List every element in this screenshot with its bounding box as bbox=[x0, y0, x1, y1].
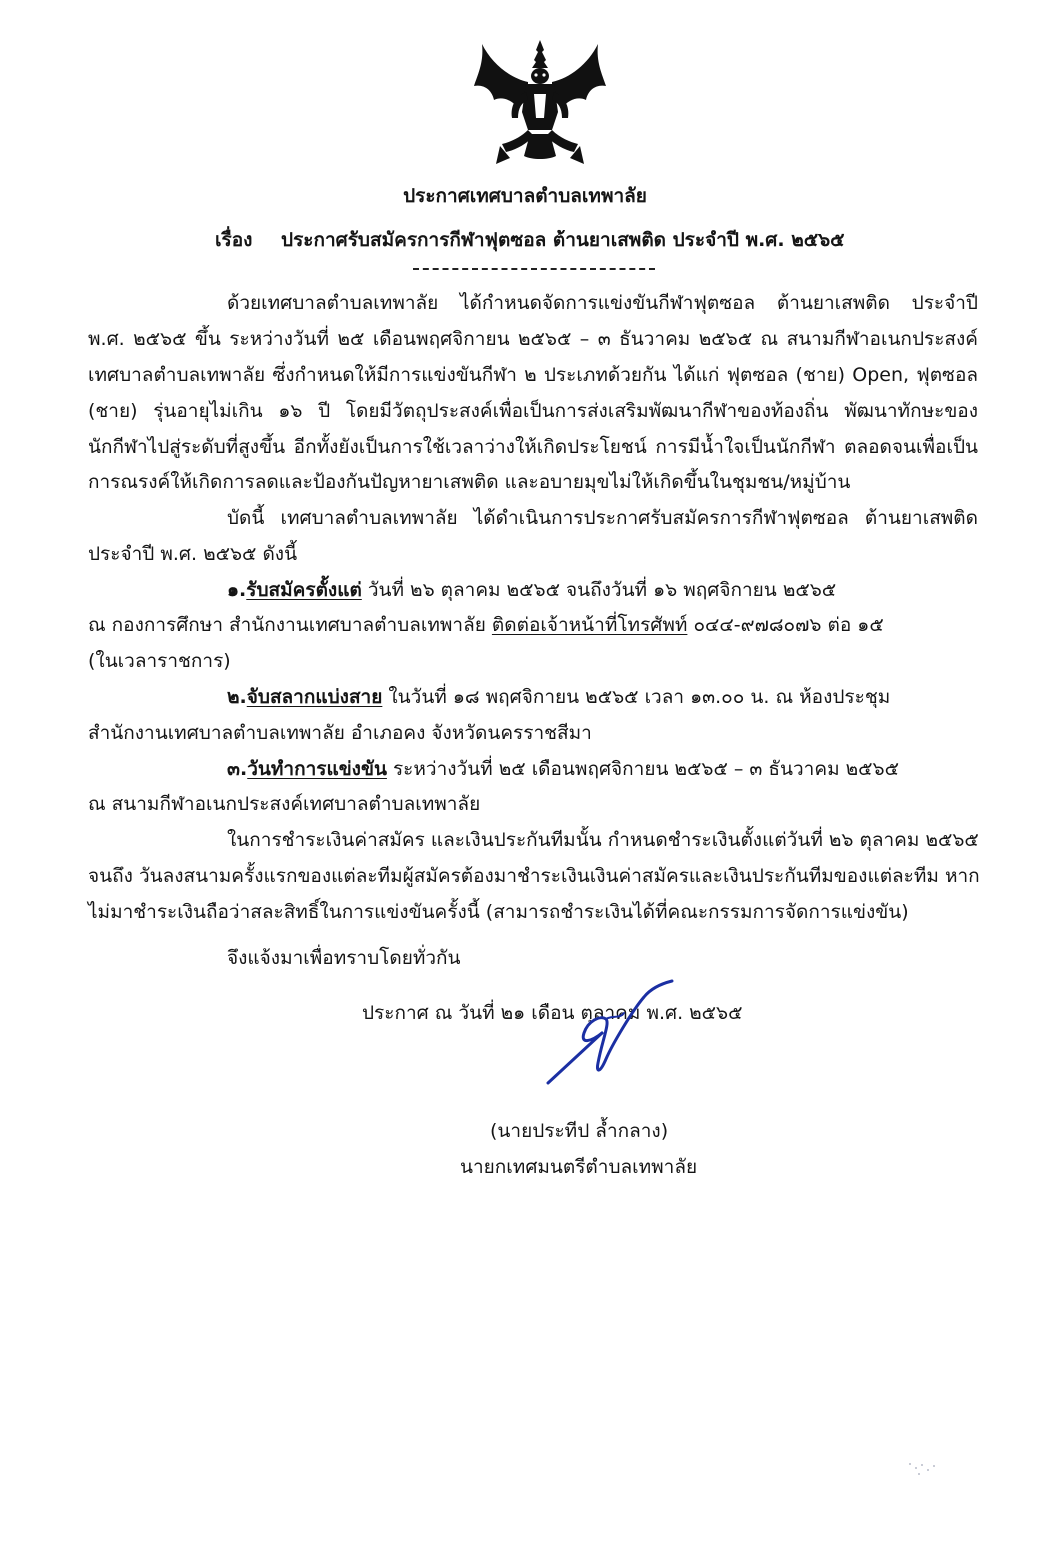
document-subject bbox=[215, 227, 845, 253]
garuda-emblem-icon bbox=[470, 34, 610, 174]
item-2-number: ๒. bbox=[227, 686, 247, 708]
item-3-line: ณ สนามกีฬาอเนกประสงค์เทศบาลตำบลเทพาลัย bbox=[88, 793, 481, 815]
item-1-location: ณ กองการศึกษา สำนักงานเทศบาลตำบลเทพาลัย bbox=[88, 614, 492, 636]
item-1-number: ๑. bbox=[227, 579, 247, 601]
item-2-heading: จับสลากแบ่งสาย bbox=[246, 686, 383, 708]
announce-line: บัดนี้ เทศบาลตำบลเทพาลัย ได้ดำเนินการประกาศรับสมัครการกีฬาฟุตซอล ต้านยาเสพติด bbox=[227, 507, 978, 529]
intro-line: (ชาย) รุ่นอายุไม่เกิน ๑๖ ปี โดยมีวัตถุประสงค์เพื่อเป็นการส่งเสริมพัฒนากีฬาของท้องถิ่น พัฒนาทักษะของ bbox=[88, 400, 978, 422]
signature-icon bbox=[540, 975, 690, 1090]
item-3-detail: ระหว่างวันที่ ๒๕ เดือนพฤศจิกายน ๒๕๖๕ – ๓ ธันวาคม ๒๕๖๕ bbox=[386, 758, 899, 780]
payment-line: ในการชำระเงินค่าสมัคร และเงินประกันทีมนั้น กำหนดชำระเงินตั้งแต่วันที่ ๒๖ ตุลาคม ๒๕๖๕ bbox=[227, 829, 979, 851]
intro-line: การณรงค์ให้เกิดการลดและป้องกันปัญหายาเสพติด และอบายมุขไม่ให้เกิดขึ้นในชุมชน/หมู่บ้าน bbox=[88, 471, 851, 493]
announcement-date: ประกาศ ณ วันที่ ๒๑ เดือน ตุลาคม พ.ศ. ๒๕๖๕ bbox=[362, 1002, 743, 1024]
item-2-detail: ในวันที่ ๑๘ พฤศจิกายน ๒๕๖๕ เวลา ๑๓.๐๐ น. ณ ห้องประชุม bbox=[382, 686, 891, 708]
announce-line: ประจำปี พ.ศ. ๒๕๖๕ ดังนี้ bbox=[88, 543, 298, 565]
scan-mark-icon bbox=[905, 1459, 945, 1481]
item-3-heading: วันทำการแข่งขัน bbox=[247, 758, 387, 780]
item-1-line bbox=[88, 612, 884, 638]
item-3-number: ๓. bbox=[227, 758, 248, 780]
subject-label: เรื่อง bbox=[215, 229, 253, 251]
item-1-line: (ในเวลาราชการ) bbox=[88, 650, 231, 672]
item-1-detail: วันที่ ๒๖ ตุลาคม ๒๕๖๕ จนถึงวันที่ ๑๖ พฤศจิกายน ๒๕๖๕ bbox=[361, 579, 837, 601]
item-2-line bbox=[227, 684, 890, 710]
item-1-line bbox=[227, 577, 836, 603]
signatory-title: นายกเทศมนตรีตำบลเทพาลัย bbox=[460, 1156, 698, 1178]
document-title: ประกาศเทศบาลตำบลเทพาลัย bbox=[403, 185, 647, 207]
item-2-line: สำนักงานเทศบาลตำบลเทพาลัย อำเภอคง จังหวัดนครราชสีมา bbox=[88, 722, 592, 744]
payment-line: จนถึง วันลงสนามครั้งแรกของแต่ละทีมผู้สมัครต้องมาชำระเงินเงินค่าสมัครและเงินประกันทีมของแต่ละทีม หาก bbox=[88, 865, 980, 887]
closing-line: จึงแจ้งมาเพื่อทราบโดยทั่วกัน bbox=[227, 947, 461, 969]
payment-line: ไม่มาชำระเงินถือว่าสละสิทธิ์ในการแข่งขันครั้งนี้ (สามารถชำระเงินได้ที่คณะกรรมการจัดการแข่งขัน) bbox=[88, 901, 909, 923]
intro-line: พ.ศ. ๒๕๖๕ ขึ้น ระหว่างวันที่ ๒๕ เดือนพฤศจิกายน ๒๕๖๕ – ๓ ธันวาคม ๒๕๖๕ ณ สนามกีฬาอเนกประสงค์ bbox=[88, 328, 978, 350]
item-3-line bbox=[227, 756, 899, 782]
item-1-phone: ๐๔๔-๙๗๘๐๗๖ ต่อ ๑๕ bbox=[687, 614, 884, 636]
intro-line: เทศบาลตำบลเทพาลัย ซึ่งกำหนดให้มีการแข่งขันกีฬา ๒ ประเภทด้วยกัน ได้แก่ ฟุตซอล (ชาย) Open, ฟุตซอล bbox=[88, 364, 978, 386]
title-divider bbox=[413, 268, 655, 270]
item-1-contact: ติดต่อเจ้าหน้าที่โทรศัพท์ bbox=[491, 614, 688, 636]
item-1-heading: รับสมัครตั้งแต่ bbox=[246, 579, 362, 601]
intro-line: นักกีฬาไปสู่ระดับที่สูงขึ้น อีกทั้งยังเป็นการใช้เวลาว่างให้เกิดประโยชน์ การมีน้ำใจเป็นนักกีฬา ตลอดจนเพื่อเป็น bbox=[88, 436, 978, 458]
signatory-name: (นายประทีป ล้ำกลาง) bbox=[490, 1120, 669, 1142]
subject-text: ประกาศรับสมัครการกีฬาฟุตซอล ต้านยาเสพติด ประจำปี พ.ศ. ๒๕๖๕ bbox=[281, 229, 845, 251]
intro-line: ด้วยเทศบาลตำบลเทพาลัย ได้กำหนดจัดการแข่งขันกีฬาฟุตซอล ต้านยาเสพติด ประจำปี bbox=[227, 292, 978, 314]
